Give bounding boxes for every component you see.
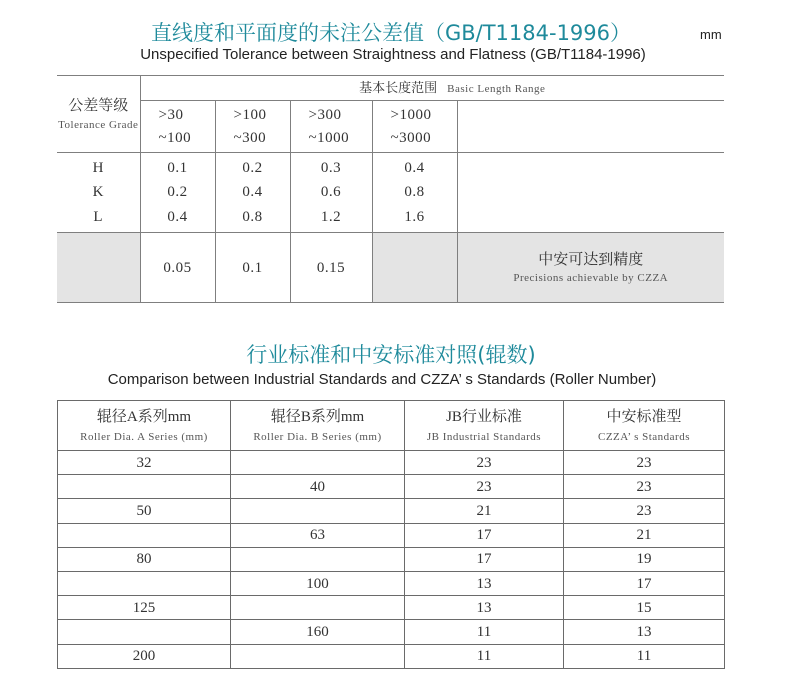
length-range-row [57,101,724,153]
length-range-cell [290,101,372,153]
comparison-row [58,571,725,595]
length-range-cell [140,101,215,153]
czza-standard-cell: 23 [564,451,725,475]
czza-value-cell [215,233,290,303]
jb-standard-cell: 11 [405,620,564,644]
czza-value: 0.1 [242,259,263,276]
grade-l: L [93,208,104,225]
range-from: >1000 [390,106,432,123]
grade-k: K [92,184,104,201]
basic-length-range-header-cn: 基本长度范围 [359,80,438,95]
column-header-cn: 中安标准型 [606,409,682,425]
roller-dia-a-cell: 32 [58,451,231,475]
tolerance-value: 0.4 [404,159,425,176]
basic-length-range-header-en: Basic Length Range [447,83,546,95]
comparison-row [58,499,725,523]
comparison-header-row [58,401,725,451]
range-from: >30 [158,106,184,123]
roller-dia-a-cell [58,523,231,547]
grade-h: H [92,159,104,176]
tolerance-grade-header [57,76,140,153]
comparison-row [58,596,725,620]
comparison-row [58,644,725,668]
comparison-row [58,620,725,644]
range-to: ~3000 [390,129,432,146]
tolerance-value: 0.4 [167,208,188,225]
tolerance-value: 0.8 [242,208,263,225]
range-to: ~100 [158,129,192,146]
tolerance-grade-cell [57,153,140,233]
tolerance-value: 0.4 [242,184,263,201]
roller-dia-b-cell [231,547,405,571]
czza-value-cell [140,233,215,303]
czza-standard-cell: 15 [564,596,725,620]
roller-dia-a-cell: 200 [58,644,231,668]
tolerance-values-row [57,153,724,233]
comparison-row [58,451,725,475]
tolerance-value: 0.2 [167,184,188,201]
basic-length-range-header [140,76,724,101]
comparison-row [58,523,725,547]
roller-dia-a-cell [58,475,231,499]
column-header-roller-dia-a [58,401,231,451]
tolerance-value: 0.1 [167,159,188,176]
jb-standard-cell: 13 [405,571,564,595]
comparison-title-en: Comparison between Industrial Standards and CZZA’ s Standards (Roller Number) [107,371,657,388]
length-range-cell [215,101,290,153]
shaded-empty-cell [372,233,457,303]
tolerance-value: 1.6 [404,208,425,225]
czza-standard-cell: 13 [564,620,725,644]
tolerance-value: 1.2 [320,208,342,225]
roller-dia-a-cell [58,571,231,595]
column-header-jb-standard [405,401,564,451]
roller-dia-b-cell: 63 [231,523,405,547]
column-header-roller-dia-b [231,401,405,451]
jb-standard-cell: 11 [405,644,564,668]
tolerance-value: 0.6 [320,184,342,201]
roller-dia-b-cell: 100 [231,571,405,595]
column-header-en: Roller Dia. A Series (mm) [80,431,208,443]
roller-dia-b-cell: 160 [231,620,405,644]
jb-standard-cell: 23 [405,475,564,499]
roller-dia-b-cell [231,451,405,475]
roller-dia-b-cell [231,644,405,668]
comparison-title-cn: 行业标准和中安标准对照(辊数) [246,343,536,367]
shaded-empty-cell [57,233,140,303]
czza-value: 0.15 [316,259,346,276]
column-header-en: CZZA’ s Standards [597,431,690,443]
column-header-czza-standard [564,401,725,451]
column-header-cn: 辊径A系列mm [96,409,192,425]
czza-value: 0.05 [163,259,192,276]
range-to: ~300 [233,129,267,146]
czza-precision-row [57,233,724,303]
roller-dia-b-cell [231,596,405,620]
jb-standard-cell: 21 [405,499,564,523]
tolerance-value-cell [290,153,372,233]
tolerance-value-cell [372,153,457,233]
czza-value-cell [290,233,372,303]
length-range-cell [372,101,457,153]
czza-precision-label-cn: 中安可达到精度 [538,251,644,268]
column-header-en: Roller Dia. B Series (mm) [253,431,382,443]
czza-standard-cell: 23 [564,475,725,499]
comparison-row [58,547,725,571]
comparison-table [57,400,725,669]
empty-cell [457,101,724,153]
roller-dia-a-cell: 80 [58,547,231,571]
czza-standard-cell: 19 [564,547,725,571]
roller-dia-a-cell [58,620,231,644]
czza-precision-label [457,233,724,303]
range-from: >100 [233,106,267,123]
tolerance-header-row [57,76,724,101]
roller-dia-b-cell: 40 [231,475,405,499]
tolerance-value-cell [215,153,290,233]
czza-standard-cell: 11 [564,644,725,668]
tolerance-table [57,75,724,303]
range-from: >300 [308,106,342,123]
column-header-cn: JB行业标准 [446,409,522,425]
jb-standard-cell: 17 [405,523,564,547]
czza-standard-cell: 21 [564,523,725,547]
tolerance-value: 0.8 [404,184,425,201]
tolerance-title-en: Unspecified Tolerance between Straightness and Flatness (GB/T1184-1996) [140,46,646,63]
jb-standard-cell: 13 [405,596,564,620]
tolerance-grade-header-cn: 公差等级 [68,97,129,114]
empty-cell [457,153,724,233]
roller-dia-a-cell: 50 [58,499,231,523]
unit-label: mm [700,27,722,42]
roller-dia-a-cell: 125 [58,596,231,620]
comparison-row [58,475,725,499]
tolerance-value-cell [140,153,215,233]
czza-standard-cell: 23 [564,499,725,523]
roller-dia-b-cell [231,499,405,523]
tolerance-value: 0.3 [320,159,342,176]
tolerance-grade-header-en: Tolerance Grade [58,118,139,131]
jb-standard-cell: 23 [405,451,564,475]
tolerance-title-cn: 直线度和平面度的未注公差值（GB/T1184-1996） [150,21,632,45]
czza-precision-label-en: Precisions achievable by CZZA [513,271,669,284]
tolerance-value: 0.2 [242,159,263,176]
range-to: ~1000 [308,129,350,146]
column-header-cn: 辊径B系列mm [270,409,365,425]
czza-standard-cell: 17 [564,571,725,595]
jb-standard-cell: 17 [405,547,564,571]
column-header-en: JB Industrial Standards [426,431,542,443]
